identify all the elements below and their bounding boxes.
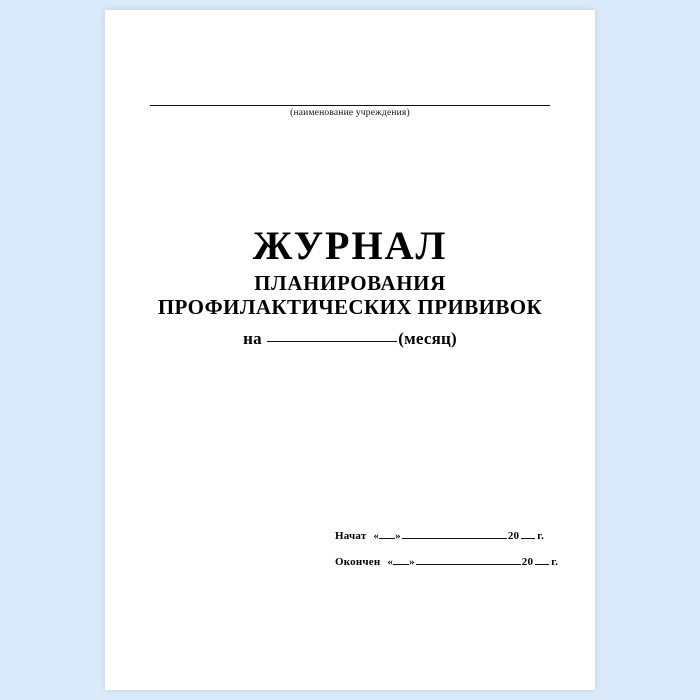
institution-rule <box>150 105 550 106</box>
title-subline-2: ПРОФИЛАКТИЧЕСКИХ ПРИВИВОК <box>157 295 543 320</box>
page-content <box>105 10 595 690</box>
finished-month-blank <box>416 564 521 565</box>
finished-quote-open: « <box>387 556 394 568</box>
finished-year-suffix: г. <box>551 556 559 568</box>
title-block <box>130 225 570 349</box>
month-line <box>130 329 570 349</box>
started-quote-open: « <box>373 530 380 542</box>
footer-block <box>335 530 585 582</box>
institution-caption: (наименование учреждения) <box>290 108 410 118</box>
title-subline-1: ПЛАНИРОВАНИЯ <box>254 271 446 295</box>
institution-block <box>150 105 550 118</box>
page-title: ЖУРНАЛ <box>252 223 448 268</box>
finished-label: Окончен <box>335 556 381 568</box>
started-year-suffix: г. <box>537 530 545 542</box>
month-prefix: на <box>243 329 262 349</box>
finished-quote-close: » <box>409 556 415 568</box>
started-year-prefix: 20 <box>507 530 520 542</box>
started-day-blank <box>379 538 395 539</box>
finished-row <box>335 556 585 568</box>
started-year-blank <box>521 538 535 539</box>
finished-year-prefix: 20 <box>521 556 534 568</box>
document-page <box>105 10 595 690</box>
month-blank-field <box>267 341 397 342</box>
started-quote-close: » <box>395 530 401 542</box>
finished-day-blank <box>393 564 409 565</box>
month-suffix: (месяц) <box>398 329 457 349</box>
started-label: Начат <box>335 530 367 542</box>
finished-year-blank <box>535 564 549 565</box>
started-month-blank <box>402 538 507 539</box>
started-row <box>335 530 585 542</box>
